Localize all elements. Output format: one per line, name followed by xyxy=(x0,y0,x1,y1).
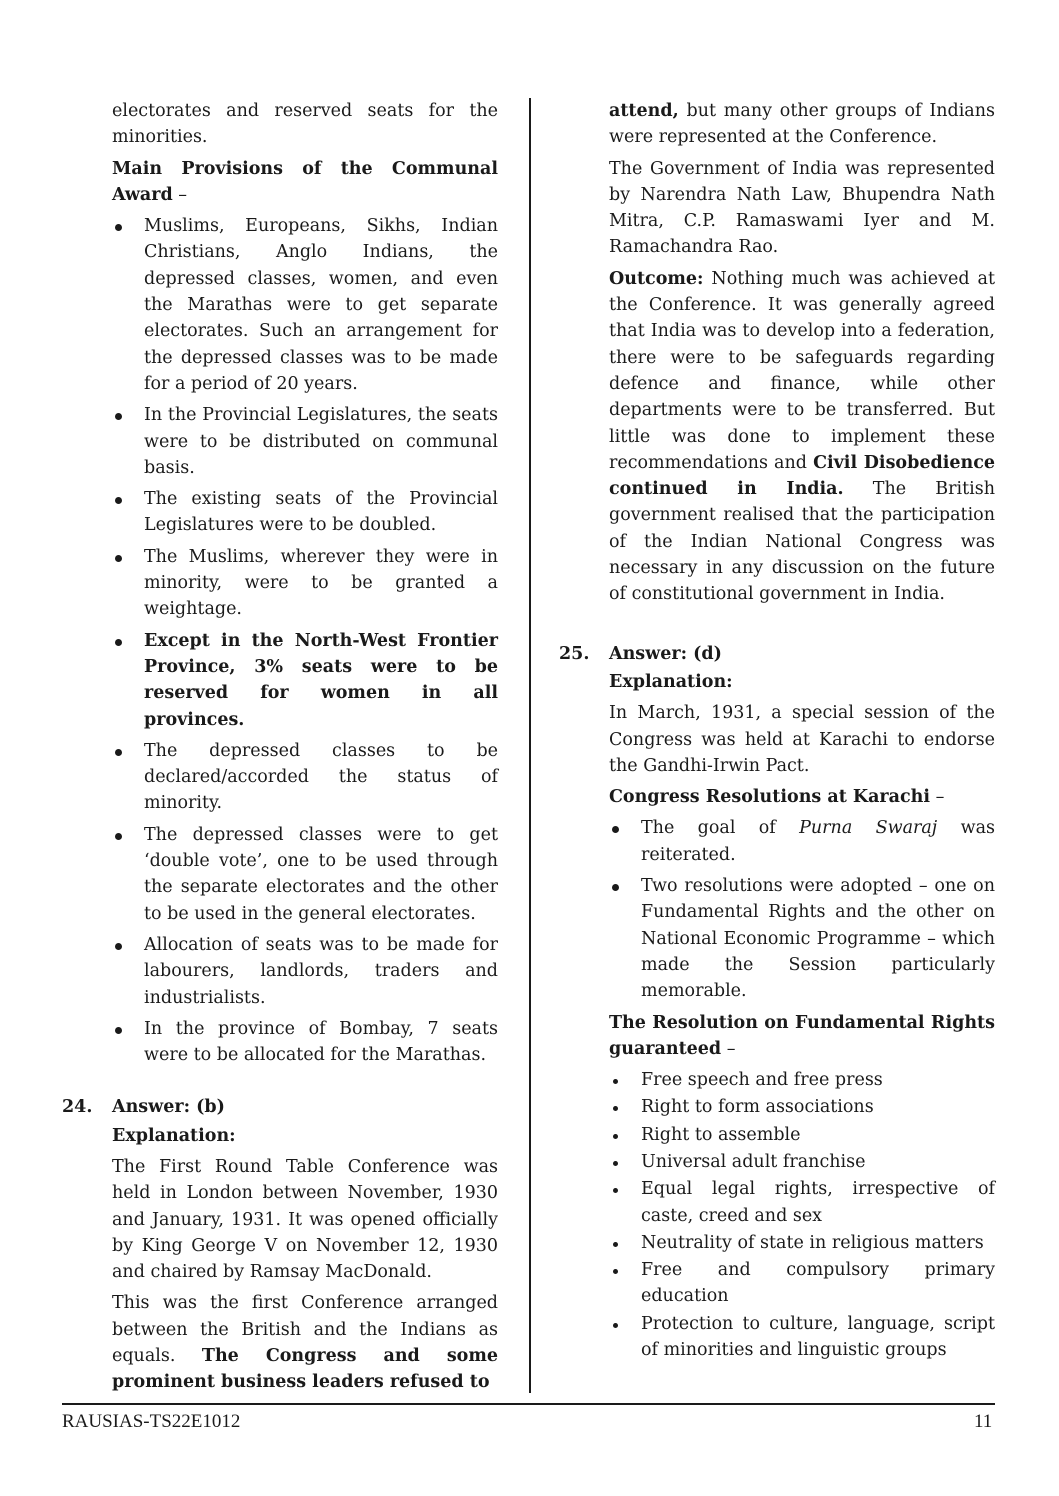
karachi-heading-text: Congress Resolutions at Karachi xyxy=(609,787,931,808)
award-heading xyxy=(112,156,498,209)
page-number: 11 xyxy=(974,1411,993,1432)
footer-rule xyxy=(62,1403,995,1405)
outcome-text-1: Nothing much was achieved at the Conference. It was generally agreed that India was to develop into a federation, there were to be safeguards regarding defence and finance, while other departments were to be transferred. But little was done to implement these recommendations and xyxy=(609,268,995,473)
karachi-heading-dash: – xyxy=(930,787,945,808)
q24-paragraph-2-text: This was the first Conference arranged between the British and the Indians as equals. xyxy=(112,1293,498,1367)
list-item: In the Provincial Legislatures, the seats were to be distributed on communal basis. xyxy=(112,402,498,481)
fr-heading-text: The Resolution on Fundamental Rights guaranteed xyxy=(609,1012,995,1059)
outcome-paragraph xyxy=(609,266,995,608)
outcome-bold: Civil Disobedience continued in India. xyxy=(609,452,995,500)
list-item: In the province of Bombay, 7 seats were to be allocated for the Marathas. xyxy=(112,1016,498,1069)
government-paragraph: The Government of India was represented by Narendra Nath Law, Bhupendra Nath Mitra, C.P. Ramaswami Iyer and M. Ramachandra Rao. xyxy=(609,158,995,258)
list-item: Allocation of seats was to be made for labourers, landlords, traders and industrialists. xyxy=(112,932,498,1011)
outcome-text-2: The British government realised that the participation of the Indian National Congress was necessary in any discussion on the future of constitutional government in India. xyxy=(609,479,995,605)
list-item: Right to form associations xyxy=(609,1094,995,1120)
q24-paragraph-2-bold: The Congress and some prominent business leaders refused to xyxy=(112,1346,498,1393)
list-item: Neutrality of state in religious matters xyxy=(609,1230,995,1256)
left-column xyxy=(62,98,498,1401)
continuation-bold: attend, xyxy=(609,101,679,121)
intro-paragraph: electorates and reserved seats for the minorities. xyxy=(112,101,498,148)
list-item: Free and compulsory primary education xyxy=(609,1257,995,1310)
karachi-bullet-list xyxy=(609,815,995,1004)
karachi-b1-italic: Purna Swaraj xyxy=(799,818,938,839)
list-item: Except in the North-West Frontier Province, 3% seats were to be reserved for women in all provinces. xyxy=(112,628,498,733)
outcome-label: Outcome: xyxy=(609,268,704,289)
fundamental-rights-heading xyxy=(609,1010,995,1063)
fundamental-rights-list xyxy=(609,1067,995,1363)
explanation-label: Explanation: xyxy=(112,1125,236,1146)
list-item xyxy=(609,815,995,868)
list-item: Universal adult franchise xyxy=(609,1149,995,1175)
question-number: 25. xyxy=(559,643,590,664)
karachi-b1-post: was reiterated. xyxy=(641,818,995,865)
award-bullet-list xyxy=(112,213,498,1068)
q24-paragraph-1: The First Round Table Conference was held in London between November, 1930 and January, 1931. It was opened officially by King George V on November 12, 1930 and chaired by Ramsay MacDonald. xyxy=(112,1156,498,1283)
list-item: Protection to culture, language, script of minorities and linguistic groups xyxy=(609,1311,995,1364)
answer-label: Answer: (d) xyxy=(609,643,722,664)
list-item: Free speech and free press xyxy=(609,1067,995,1093)
award-heading-text: Main Provisions of the Communal Award xyxy=(112,158,498,205)
question-number: 24. xyxy=(62,1097,93,1118)
list-item: The depressed classes were to get ‘double vote’, one to be used through the separate electorates and the other to be used in the general electorates. xyxy=(112,822,498,927)
continuation-paragraph xyxy=(609,98,995,151)
list-item: The Muslims, wherever they were in minority, were to be granted a weightage. xyxy=(112,544,498,623)
question-24-header xyxy=(62,1094,498,1120)
question-25-header xyxy=(559,641,995,667)
column-divider xyxy=(529,98,531,1393)
list-item: The depressed classes to be declared/accorded the status of minority. xyxy=(112,738,498,817)
karachi-b1-pre: The goal of xyxy=(641,818,800,839)
right-column xyxy=(559,98,995,1364)
q25-paragraph-1: In March, 1931, a special session of the Congress was held at Karachi to endorse the Gandhi-Irwin Pact. xyxy=(609,703,995,776)
list-item: Two resolutions were adopted – one on Fundamental Rights and the other on National Economic Programme – which made the Session particularly memorable. xyxy=(609,873,995,1004)
list-item: Equal legal rights, irrespective of caste, creed and sex xyxy=(609,1176,995,1229)
list-item: Right to assemble xyxy=(609,1122,995,1148)
list-item: The existing seats of the Provincial Legislatures were to be doubled. xyxy=(112,486,498,539)
list-item: Muslims, Europeans, Sikhs, Indian Christians, Anglo Indians, the depressed classes, women, and even the Marathas were to get separate electorates. Such an arrangement for the depressed classes was to be made for a period of 20 years. xyxy=(112,213,498,397)
footer-code: RAUSIAS-TS22E1012 xyxy=(62,1411,241,1432)
answer-label: Answer: (b) xyxy=(112,1097,225,1118)
explanation-label: Explanation: xyxy=(609,671,733,692)
award-heading-dash: – xyxy=(172,184,188,205)
continuation-text: but many other groups of Indians were represented at the Conference. xyxy=(609,101,995,148)
fr-heading-dash: – xyxy=(721,1038,736,1059)
q24-paragraph-2 xyxy=(112,1290,498,1395)
karachi-heading xyxy=(609,784,995,810)
